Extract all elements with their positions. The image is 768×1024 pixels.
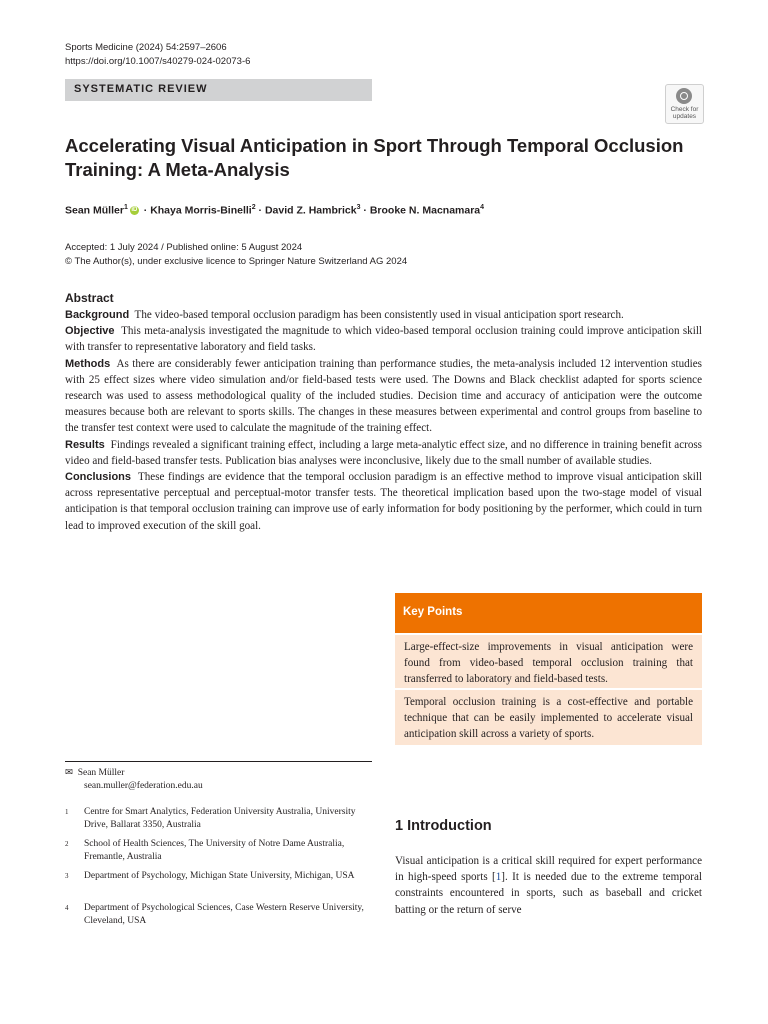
key-points-heading: Key Points bbox=[403, 606, 463, 618]
journal-header bbox=[65, 41, 250, 69]
check-for-updates-button[interactable] bbox=[665, 84, 704, 124]
author-affiliation: 3 bbox=[356, 204, 361, 211]
copyright-notice: © The Author(s), under exclusive licence to Springer Nature Switzerland AG 2024 bbox=[65, 256, 408, 267]
key-point-text: Temporal occlusion training is a cost-effective and portable technique that can be easily implemented to accelerate visual anticipation skill across a variety of sports. bbox=[404, 696, 693, 741]
author-affiliation: 2 bbox=[251, 204, 256, 211]
article-type-banner bbox=[65, 79, 372, 101]
author-list: Sean Müller$^1$ iD · Khaya Morris-Binelli$^2$ · David Z. Hambrick$^3$ · Brooke N. Macnamara$^4$ bbox=[65, 204, 485, 217]
affiliation-text: Department of Psychological Sciences, Case Western Reserve University, Cleveland, USA bbox=[84, 903, 364, 926]
introduction-heading: 1 Introduction bbox=[395, 818, 492, 834]
author-affiliation: 4 bbox=[480, 204, 485, 211]
abstract-section bbox=[65, 323, 702, 355]
introduction-text bbox=[395, 853, 702, 918]
envelope-icon: ✉ bbox=[65, 768, 73, 778]
author-name[interactable]: David Z. Hambrick bbox=[264, 204, 357, 217]
abstract-section bbox=[65, 469, 702, 534]
abstract-label: Background bbox=[65, 309, 130, 321]
affiliation-number: 3 bbox=[65, 872, 69, 880]
author-name[interactable]: Khaya Morris-Binelli bbox=[150, 204, 252, 217]
author-name[interactable]: Sean Müller bbox=[65, 204, 124, 217]
intro-text-part: ]. It is needed due to the extreme temporal constraints encountered in sports, such as baseball and cricket batting or the return of serve bbox=[395, 871, 702, 916]
abstract-heading: Abstract bbox=[65, 291, 114, 305]
key-point-text: Large-effect-size improvements in visual anticipation were found from video-based temporal occlusion training that transferred to laboratory and field-based tests. bbox=[404, 641, 693, 686]
affiliation-text: School of Health Sciences, The University of Notre Dame Australia, Fremantle, Australia bbox=[84, 839, 345, 862]
abstract-text: Findings revealed a significant training effect, including a large meta-analytic effect size, and no difference in training benefit across video and field-based transfer tests. Publication bias analyses were inconclusive, likely due to the small number of available studies. bbox=[65, 438, 703, 467]
key-point-item bbox=[395, 635, 702, 688]
affiliation-text: Department of Psychology, Michigan State University, Michigan, USA bbox=[84, 871, 355, 881]
author-affiliation: 1 bbox=[123, 204, 128, 211]
abstract-text: This meta-analysis investigated the magnitude to which video-based temporal occlusion training could improve anticipation skill with transfer to representative laboratory and field tasks. bbox=[65, 325, 702, 354]
abstract-label: Conclusions bbox=[65, 471, 132, 484]
crossmark-icon bbox=[676, 88, 692, 104]
abstract-label: Objective bbox=[65, 325, 115, 338]
check-updates-label: Check for updates bbox=[670, 106, 699, 120]
author-name[interactable]: Brooke N. Macnamara bbox=[369, 204, 481, 217]
correspondence-email[interactable]: sean.muller@federation.edu.au bbox=[84, 781, 203, 791]
citation-link[interactable]: 1 bbox=[495, 871, 502, 884]
orcid-icon[interactable]: iD bbox=[131, 207, 138, 214]
key-points-header bbox=[395, 593, 702, 633]
publication-dates bbox=[65, 241, 407, 269]
doi-link[interactable]: https://doi.org/10.1007/s40279-024-02073-6 bbox=[65, 56, 251, 67]
correspondence-name: Sean Müller bbox=[77, 768, 125, 778]
abstract-text: As there are considerably fewer anticipation training than performance studies, the meta-analysis included 12 intervention studies with 25 effect sizes where video simulation and/or field-based tests were used. The Downs and Black checklist adapted for sports science research was used to assess methodological quality of the included studies. Decision time and accuracy of anticipation were the outcome measures because both are relevant to sports skills. The changes in these measures between experimental and control groups from baseline to the transfer test context were used to calculate the magnitude of the training effect. bbox=[65, 357, 703, 435]
abstract-section bbox=[65, 307, 702, 323]
affiliation-text: Centre for Smart Analytics, Federation University Australia, University Drive, Ballarat 3350, Australia bbox=[84, 807, 356, 830]
abstract-body bbox=[65, 307, 702, 534]
footnote-divider bbox=[65, 761, 372, 762]
abstract-label: Results bbox=[65, 438, 105, 451]
key-point-item bbox=[395, 690, 702, 745]
affiliation-number: 2 bbox=[65, 840, 69, 848]
accepted-date: Accepted: 1 July 2024 / Published online: 5 August 2024 bbox=[65, 242, 303, 253]
abstract-section bbox=[65, 437, 702, 469]
abstract-section bbox=[65, 356, 702, 437]
affiliation-number: 1 bbox=[65, 808, 69, 816]
abstract-label: Methods bbox=[65, 357, 111, 370]
abstract-text: These findings are evidence that the temporal occlusion paradigm is an effective method to improve visual anticipation skill across representative perceptual and perceptual-motor transfer tests. The theoretical implication based upon the two-stage model of visual anticipation is that temporal occlusion training can improve use of early information for body positioning by the performer, which could in turn lead to improved execution of the skill goal. bbox=[65, 471, 702, 532]
abstract-text: The video-based temporal occlusion paradigm has been consistently used in visual anticipation sport research. bbox=[134, 309, 624, 321]
article-type: SYSTEMATIC REVIEW bbox=[74, 83, 208, 95]
correspondence bbox=[65, 767, 203, 793]
article-title: Accelerating Visual Anticipation in Sport Through Temporal Occlusion Training: A Meta-Analysis bbox=[65, 135, 684, 180]
intro-text-part: Visual anticipation is a critical skill required for expert performance in high-speed sports [ bbox=[395, 855, 702, 884]
affiliation-number: 4 bbox=[65, 904, 69, 912]
journal-citation: Sports Medicine (2024) 54:2597–2606 bbox=[65, 42, 227, 53]
